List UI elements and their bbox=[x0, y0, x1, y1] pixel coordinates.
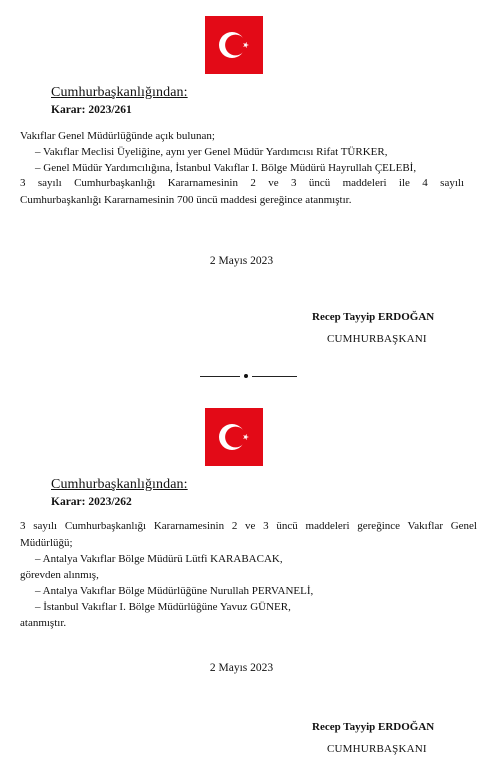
separator-line-left bbox=[200, 376, 240, 377]
section-2-dismissal-note: görevden alınmış, bbox=[20, 569, 99, 581]
section-1-heading: Cumhurbaşkanlığından: bbox=[51, 85, 188, 100]
turkish-flag-icon bbox=[205, 16, 263, 74]
turkish-flag-icon bbox=[205, 408, 263, 466]
section-2-date: 2 Mayıs 2023 bbox=[209, 662, 274, 674]
section-1-legal-basis-line-1: 3 sayılı Cumhurbaşkanlığı Kararnamesinin 2 ve 3 üncü maddeleri ile 4 sayılı bbox=[20, 177, 464, 189]
section-2-heading: Cumhurbaşkanlığından: bbox=[51, 477, 188, 492]
section-2-legal-basis-line-1: 3 sayılı Cumhurbaşkanlığı Kararnamesinin 2 ve 3 üncü maddeleri gereğince Vakıflar Genel bbox=[20, 520, 477, 532]
section-1-signature-name: Recep Tayyip ERDOĞAN bbox=[312, 311, 435, 323]
separator-line-right bbox=[252, 376, 297, 377]
section-2-signature-title: CUMHURBAŞKANI bbox=[327, 743, 427, 755]
separator-dot-icon bbox=[244, 374, 248, 378]
section-2-dismissal: – Antalya Vakıflar Bölge Müdürü Lütfi KARABACAK, bbox=[35, 553, 283, 565]
section-1-signature-title: CUMHURBAŞKANI bbox=[327, 333, 427, 345]
section-1-intro-line: Vakıflar Genel Müdürlüğünde açık bulunan; bbox=[20, 130, 215, 142]
section-2-appointment-2: – İstanbul Vakıflar I. Bölge Müdürlüğüne Yavuz GÜNER, bbox=[35, 601, 291, 613]
section-2-appointed-note: atanmıştır. bbox=[20, 617, 67, 629]
section-1-appointment-2: – Genel Müdür Yardımcılığına, İstanbul Vakıflar I. Bölge Müdürü Hayrullah ÇELEBİ, bbox=[35, 162, 417, 174]
section-2-appointment-1: – Antalya Vakıflar Bölge Müdürlüğüne Nurullah PERVANELİ, bbox=[35, 585, 314, 597]
section-1-decision-number: Karar: 2023/261 bbox=[51, 104, 132, 116]
section-2-decision-number: Karar: 2023/262 bbox=[51, 496, 132, 508]
section-1-date: 2 Mayıs 2023 bbox=[209, 255, 274, 267]
section-1-appointment-1: – Vakıflar Meclisi Üyeliğine, aynı yer Genel Müdür Yardımcısı Rifat TÜRKER, bbox=[35, 146, 388, 158]
section-2-signature-name: Recep Tayyip ERDOĞAN bbox=[312, 721, 435, 733]
section-1-legal-basis-line-2: Cumhurbaşkanlığı Kararnamesinin 700 üncü maddesi gereğince atanmıştır. bbox=[20, 194, 352, 206]
section-2-legal-basis-line-2: Müdürlüğü; bbox=[20, 537, 73, 549]
